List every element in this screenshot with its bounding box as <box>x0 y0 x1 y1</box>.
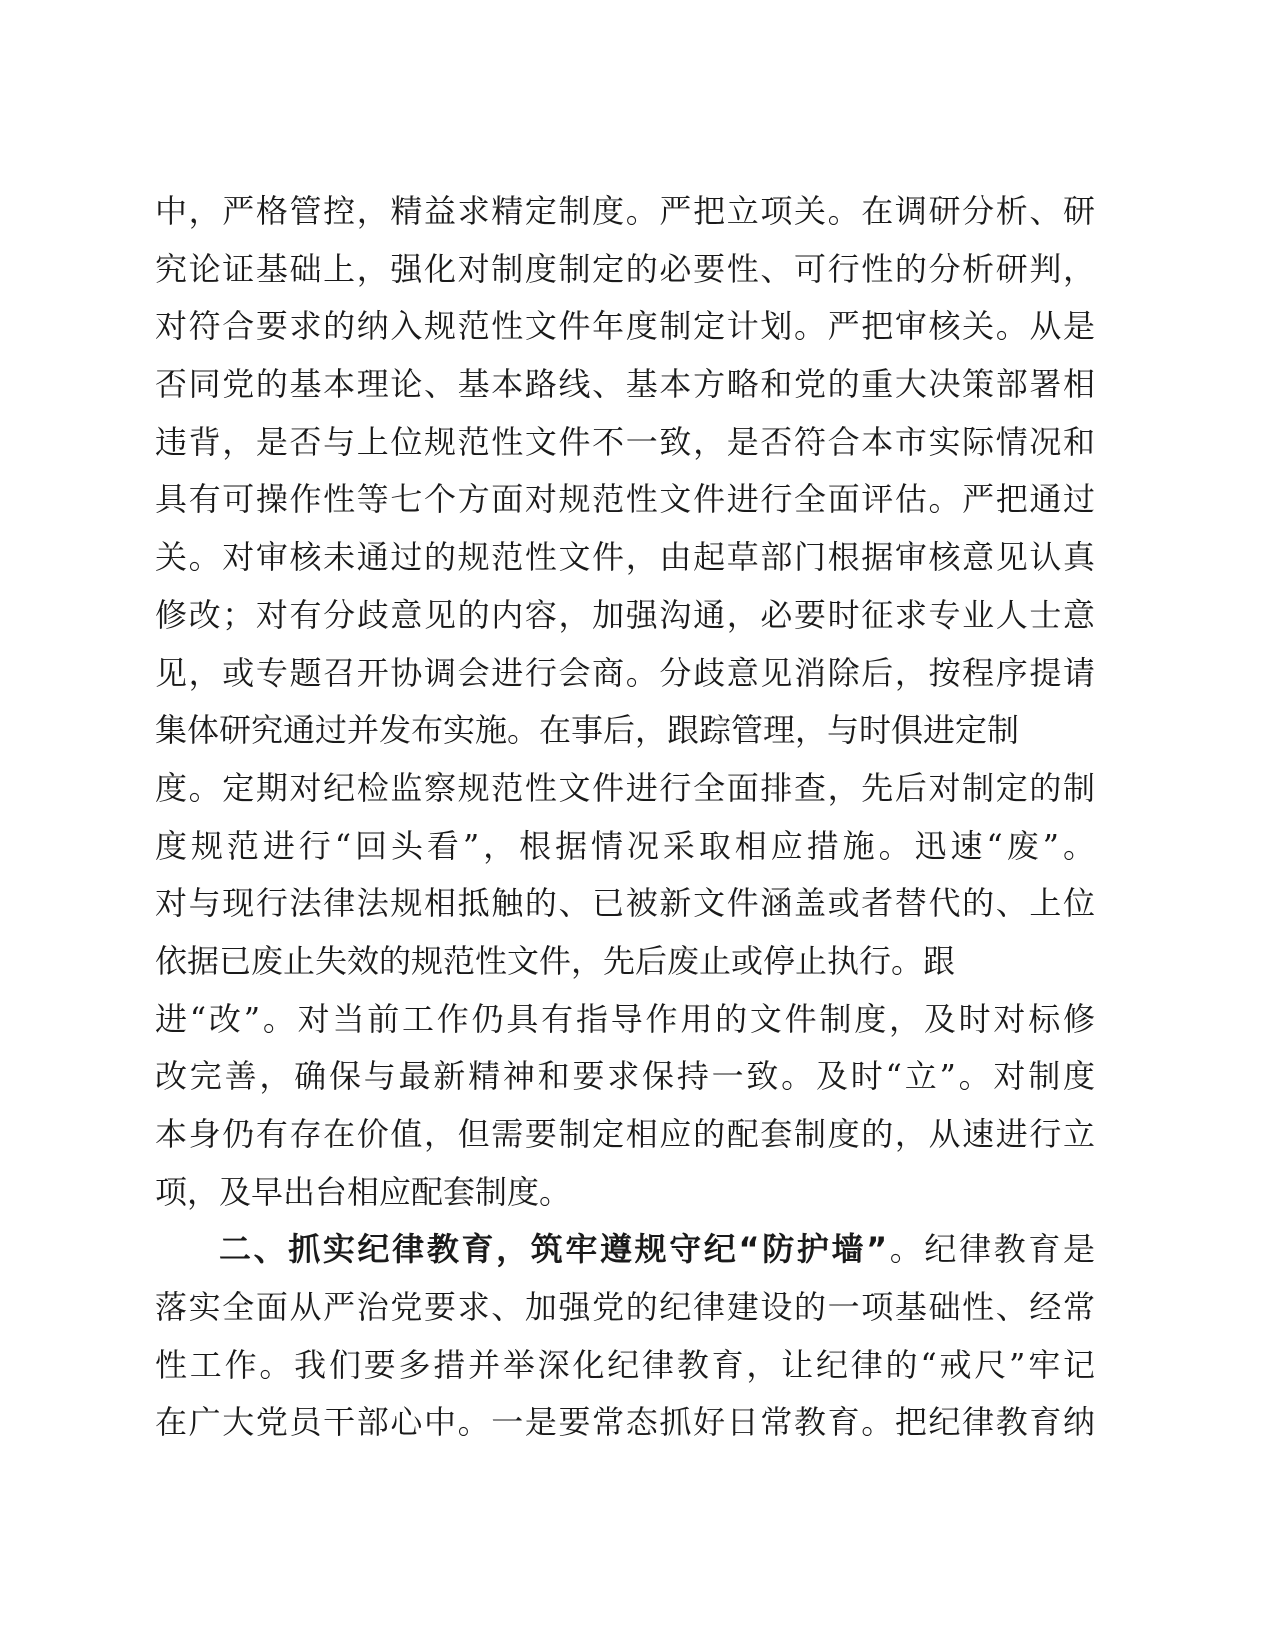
text-line: 项，及早出台相应配套制度。 <box>155 1172 572 1211</box>
section-heading-tail: 。纪律教育是 <box>887 1230 1095 1269</box>
text-line: 关。对审核未通过的规范性文件，由起草部门根据审核意见认真 <box>155 538 1095 577</box>
text-line: 度规范进行“回头看”，根据情况采取相应措施。迅速“废”。 <box>155 826 1095 865</box>
text-line: 修改；对有分歧意见的内容，加强沟通，必要时征求专业人士意 <box>155 595 1095 634</box>
text-line: 改完善，确保与最新精神和要求保持一致。及时“立”。对制度 <box>155 1057 1095 1096</box>
text-line: 集体研究通过并发布实施。在事后，跟踪管理，与时俱进定制 <box>155 711 1020 750</box>
body-text <box>155 183 1095 1452</box>
text-line: 违背，是否与上位规范性文件不一致，是否符合本市实际情况和 <box>155 422 1095 461</box>
text-line: 具有可操作性等七个方面对规范性文件进行全面评估。严把通过 <box>155 480 1095 519</box>
text-line: 见，或专题召开协调会进行会商。分歧意见消除后，按程序提请 <box>155 653 1095 692</box>
text-line: 中，严格管控，精益求精定制度。严把立项关。在调研分析、研 <box>155 192 1095 230</box>
section-heading: 二、抓实纪律教育，筑牢遵规守纪“防护墙” <box>219 1230 888 1269</box>
text-line: 依据已废止失效的规范性文件，先后废止或停止执行。跟 <box>155 941 956 980</box>
text-line: 否同党的基本理论、基本路线、基本方略和党的重大决策部署相 <box>155 365 1095 404</box>
text-line: 究论证基础上，强化对制度制定的必要性、可行性的分析研判， <box>155 249 1095 288</box>
text-line: 性工作。我们要多措并举深化纪律教育，让纪律的“戒尺”牢记 <box>155 1345 1095 1384</box>
text-line: 对与现行法律法规相抵触的、已被新文件涵盖或者替代的、上位 <box>155 884 1095 923</box>
text-line: 落实全面从严治党要求、加强党的纪律建设的一项基础性、经常 <box>155 1288 1095 1327</box>
section-heading-line <box>155 1221 1095 1279</box>
text-line: 在广大党员干部心中。一是要常态抓好日常教育。把纪律教育纳 <box>155 1403 1095 1442</box>
text-line: 度。定期对纪检监察规范性文件进行全面排查，先后对制定的制 <box>155 768 1095 807</box>
text-line: 对符合要求的纳入规范性文件年度制定计划。严把审核关。从是 <box>155 307 1095 346</box>
text-line: 进“改”。对当前工作仍具有指导作用的文件制度，及时对标修 <box>155 999 1095 1038</box>
text-line: 本身仍有存在价值，但需要制定相应的配套制度的，从速进行立 <box>155 1115 1095 1153</box>
